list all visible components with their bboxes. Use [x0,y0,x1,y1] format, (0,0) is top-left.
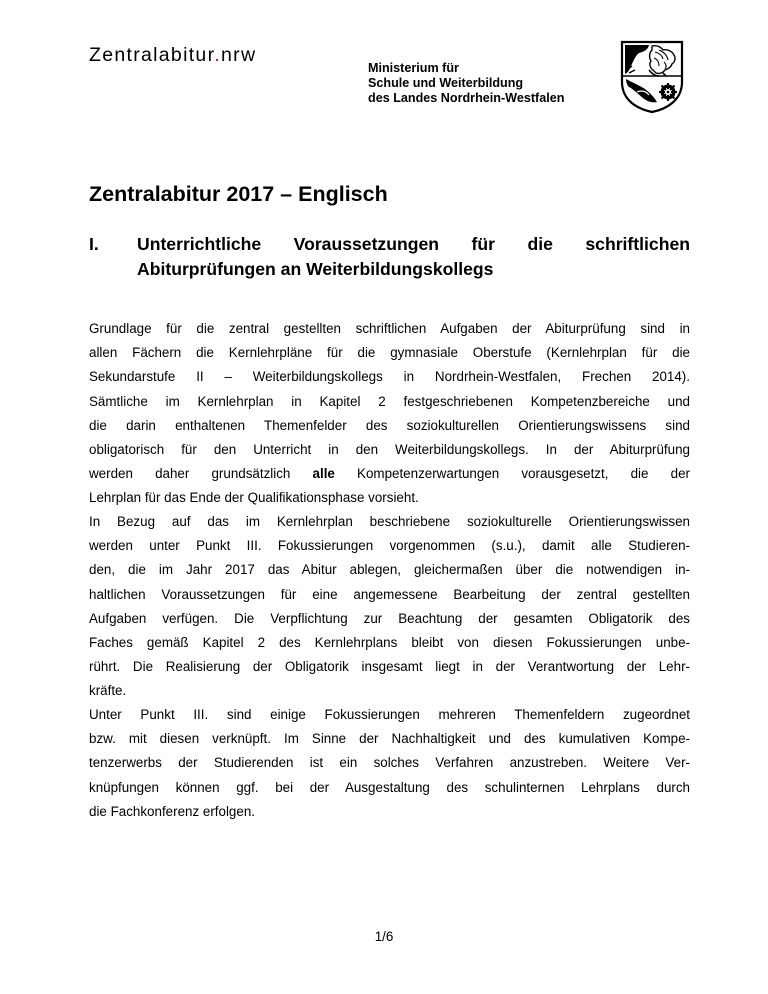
section-title [137,232,690,282]
zentralabitur-logo [89,44,256,67]
paragraph [89,317,690,511]
section-number: I. [89,234,99,254]
page-number: 1/6 [374,929,394,944]
paragraph-line: In Bezug auf das im Kernlehrplan beschriebene soziokulturelle Orientierungswissen [89,514,690,529]
paragraph-line: Sekundarstufe II – Weiterbildungskollegs in Nordrhein-Westfalen, Frechen 2014). [89,369,690,385]
paragraph-line: Aufgaben verfügen. Die Verpflichtung zur Beachtung der gesamten Obligatorik des [89,610,690,626]
ministry-line: des Landes Nordrhein-Westfalen [368,91,565,105]
document-title: Zentralabitur 2017 – Englisch [89,182,388,206]
section-title-line: Unterrichtliche Voraussetzungen für die schriftlichen [137,234,690,254]
logo-suffix: nrw [221,44,257,66]
line-text: werden daher grundsätzlich [89,466,291,482]
paragraph [89,510,690,704]
paragraph-line: bzw. mit diesen verknüpft. Im Sinne der Nachhaltigkeit und des kumulativen Kompe- [89,731,690,747]
paragraph-line: den, die im Jahr 2017 das Abitur ablegen, gleichermaßen über die notwendigen in- [89,562,690,578]
paragraph-line: knüpfungen können ggf. bei der Ausgestaltung des schulinternen Lehrplans durch [89,779,690,795]
paragraph-line: die darin enthaltenen Themenfelder des soziokulturellen Orientierungswissens sind [89,417,690,433]
paragraph-line: Lehrplan für das Ende der Qualifikationsphase vorsieht. [89,490,419,506]
paragraph-line: obligatorisch für den Unterricht in den Weiterbildungskollegs. In der Abiturprüfung [89,442,690,458]
section-title-line: Abiturprüfungen an Weiterbildungskollegs [137,259,494,279]
paragraph-line: Faches gemäß Kapitel 2 des Kernlehrplans bleibt von diesen Fokussierungen unbe- [89,635,690,651]
paragraph-line: haltlichen Voraussetzungen für eine angemessene Bearbeitung der zentral gestellten [89,586,690,602]
paragraph-line: werden unter Punkt III. Fokussierungen vorgenommen (s.u.), damit alle Studieren- [89,538,690,554]
paragraph-line [89,462,690,486]
ministry-line: Ministerium für [368,61,459,75]
line-text: Kompetenzerwartungen vorausgesetzt, die der [357,466,690,482]
nrw-coat-of-arms-icon [619,40,685,114]
ministry-line: Schule und Weiterbildung [368,76,524,90]
paragraph [89,703,690,824]
paragraph-line: tenzerwerbs der Studierenden ist ein solches Verfahren anzustreben. Weitere Ver- [89,755,690,771]
paragraph-line: Sämtliche im Kernlehrplan in Kapitel 2 festgeschriebenen Kompetenzbereiche und [89,393,690,409]
paragraph-line: rührt. Die Realisierung der Obligatorik insgesamt liegt in der Verantwortung der Lehr- [89,659,690,675]
paragraph-line: Grundlage für die zentral gestellten schriftlichen Aufgaben der Abiturprüfung sind in [89,321,690,336]
paragraph-line: kräfte. [89,683,127,699]
logo-dot: . [214,44,222,66]
ministry-name [368,61,564,106]
logo-prefix: Zentralabitur [89,44,215,66]
paragraph-line: allen Fächern die Kernlehrpläne für die gymnasiale Oberstufe (Kernlehrplan für die [89,345,690,361]
paragraph-line: die Fachkonferenz erfolgen. [89,803,255,819]
emphasis-alle: alle [312,466,335,482]
paragraph-line: Unter Punkt III. sind einige Fokussierungen mehreren Themenfeldern zugeordnet [89,707,690,722]
